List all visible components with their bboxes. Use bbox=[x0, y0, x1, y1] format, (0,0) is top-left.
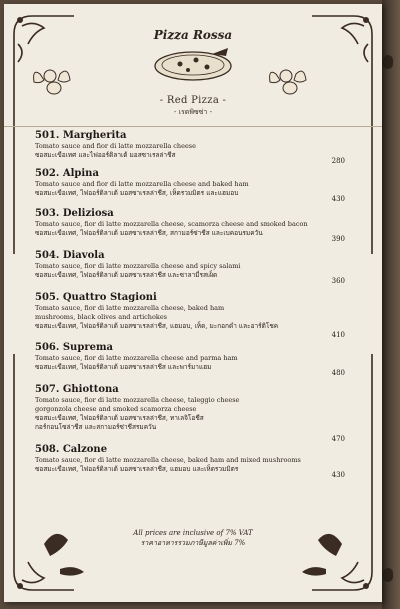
brand-name: Pizza Rossa bbox=[153, 28, 233, 42]
cherub-icon bbox=[34, 70, 70, 94]
menu-item-name: 502. Alpina bbox=[35, 168, 99, 179]
menu-item-description: Tomato sauce and fior di latte mozzarella cheese bbox=[35, 142, 196, 150]
menu-item-name: 507. Ghiottona bbox=[35, 384, 119, 395]
menu-item bbox=[35, 130, 345, 164]
menu-item-name: 505. Quattro Stagioni bbox=[35, 292, 157, 303]
menu-item-price: 410 bbox=[331, 331, 345, 339]
menu-item-description-thai: ซอสมะเขือเทศ, ไฟออร์ดิลาเต้ มอสซาเรลล่าชีส และซาลามี่รสเผ็ด bbox=[35, 271, 218, 279]
menu-item-description: Tomato sauce, fior di latte mozzarella cheese, baked ham and mixed mushrooms bbox=[35, 456, 301, 464]
cherub-icon bbox=[270, 70, 306, 94]
menu-item-name: 501. Margherita bbox=[35, 130, 127, 141]
section-subtitle: - เรดพิซซ่า - bbox=[174, 108, 212, 116]
menu-item-description-thai: ซอสมะเขือเทศ, ไฟออร์ดิลาเต้ มอสซาเรลล่าชีส, ทาเลจิโอชีส bbox=[35, 414, 204, 422]
menu-item bbox=[35, 342, 345, 376]
menu-item-description-thai: ซอสมะเขือเทศ, ไฟออร์ดิลาเต้ มอสซาเรลล่าชีส, เห็ดรวมมิตร และแฮมอบ bbox=[35, 189, 239, 197]
pizza-icon bbox=[152, 46, 234, 84]
binder-hole bbox=[383, 568, 393, 582]
menu-item bbox=[35, 292, 345, 338]
vat-note-th: ราคาอาหารรวมภาษีมูลค่าเพิ่ม 7% bbox=[140, 539, 246, 547]
menu-item bbox=[35, 250, 345, 284]
vat-note bbox=[4, 528, 382, 548]
menu-item-name: 503. Deliziosa bbox=[35, 208, 114, 219]
menu-item-description: Tomato sauce, fior di latte mozzarella cheese, taleggio cheese bbox=[35, 396, 240, 404]
menu-item-description-thai: ซอสมะเขือเทศ, ไฟออร์ดิลาเต้ มอสซาเรลล่าชีส และพาร์มาแฮม bbox=[35, 363, 212, 371]
menu-item-description-thai: ซอสมะเขือเทศ, ไฟออร์ดิลาเต้ มอสซาเรลล่าชีส, แฮมอบ, เห็ด, มะกอกดำ และอาร์ติโชค bbox=[35, 322, 279, 330]
section-title: - Red Pizza - bbox=[159, 95, 227, 106]
menu-item-description: Tomato sauce, fior di latte mozzarella cheese and spicy salami bbox=[35, 262, 241, 270]
menu-item-price: 480 bbox=[331, 369, 345, 377]
menu-item-description: gorgonzola cheese and smoked scamorza cheese bbox=[35, 405, 197, 413]
menu-page bbox=[4, 4, 382, 602]
menu-item bbox=[35, 444, 345, 478]
menu-item-description: Tomato sauce, fior di latte mozzarella cheese, scamorza cheese and smoked bacon bbox=[35, 220, 308, 228]
menu-item bbox=[35, 384, 345, 442]
menu-item-price: 430 bbox=[331, 195, 345, 203]
menu-item-price: 470 bbox=[331, 435, 345, 443]
menu-item-description-thai: ซอสมะเขือเทศ, ไฟออร์ดิลาเต้ มอสซาเรลล่าชีส, สกามอร์ซ่าชีส และเบคอนรมควัน bbox=[35, 229, 263, 237]
menu-item-description-thai: กอร์กอนโซล่าชีส และสกามอร์ซ่าชีสรมควัน bbox=[35, 423, 157, 431]
menu-item bbox=[35, 168, 345, 202]
menu-item-description: mushrooms, black olives and artichokes bbox=[35, 313, 168, 321]
menu-item-price: 390 bbox=[331, 235, 345, 243]
menu-item-description: Tomato sauce and fior di latte mozzarella cheese and baked ham bbox=[35, 180, 249, 188]
menu-item-name: 508. Calzone bbox=[35, 444, 108, 455]
menu-item-name: 506. Suprema bbox=[35, 342, 114, 353]
vat-note-en: All prices are inclusive of 7% VAT bbox=[133, 529, 253, 537]
menu-item bbox=[35, 208, 345, 242]
menu-item-price: 360 bbox=[331, 277, 345, 285]
menu-item-description-thai: ซอสมะเขือเทศ, ไฟออร์ดิลาเต้ มอสซาเรลล่าชีส, แฮมอบ และเห็ดรวมมิตร bbox=[35, 465, 239, 473]
binder-hole bbox=[383, 55, 393, 69]
menu-item-price: 280 bbox=[331, 157, 345, 165]
binder-edge bbox=[382, 0, 400, 609]
menu-item-description: Tomato sauce, fior di latte mozzarella cheese and parma ham bbox=[35, 354, 238, 362]
divider bbox=[4, 126, 382, 127]
menu-item-description-thai: ซอสมะเขือเทศ และไฟออร์ดิลาเต้ มอสซาเรลล่าชีส bbox=[35, 151, 176, 159]
menu-item-price: 430 bbox=[331, 471, 345, 479]
menu-item-description: Tomato sauce, fior di latte mozzarella cheese, baked ham bbox=[35, 304, 225, 312]
menu-item-name: 504. Diavola bbox=[35, 250, 105, 261]
